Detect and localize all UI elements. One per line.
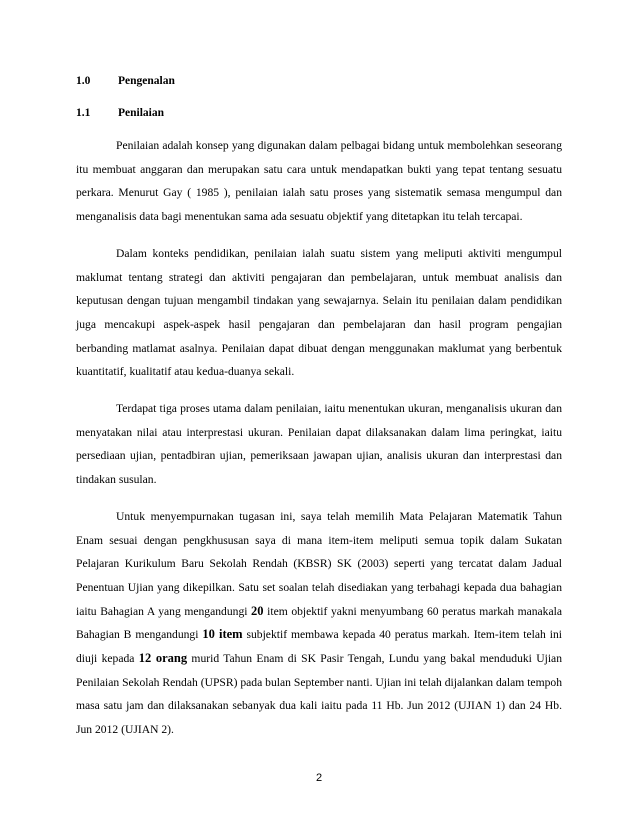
- student-count: 12 orang: [138, 651, 188, 666]
- section-title: Pengenalan: [118, 75, 175, 87]
- paragraph-4: [76, 505, 562, 742]
- item-count-a: 20: [251, 603, 264, 618]
- paragraph-4-text-4: murid Tahun Enam di SK Pasir Tengah, Lundu yang bakal menduduki Ujian Penilaian Sekolah Rendah (UPSR) pada bulan September nanti. Ujian ini telah dijalankan dalam tempoh masa satu jam dan dilaksanakan sebanyak dua kali iaitu pada 11 Hb. Jun 2012 (UJIAN 1) dan 24 Hb. Jun 2012 (UJIAN 2).: [76, 652, 563, 737]
- section-heading-1-0: [76, 74, 175, 88]
- page-number: 2: [315, 772, 323, 784]
- paragraph-1: Penilaian adalah konsep yang digunakan dalam pelbagai bidang untuk membolehkan seseorang itu membuat anggaran dan merupakan satu cara untuk mendapatkan bukti yang tepat tentang sesuatu perkara. Menurut Gay ( 1985 ), penilaian ialah satu proses yang sistematik semasa mengumpul dan menganalisis data bagi menentukan sama ada sesuatu objektif yang ditetapkan itu telah tercapai.: [76, 139, 562, 224]
- section-number: 1.0: [76, 75, 91, 87]
- subsection-number: 1.1: [76, 107, 91, 119]
- subsection-title: Penilaian: [118, 107, 165, 119]
- paragraph-2: Dalam konteks pendidikan, penilaian ialah suatu sistem yang meliputi aktiviti mengumpul maklumat tentang strategi dan aktiviti pengajaran dan pembelajaran, untuk membuat analisis dan keputusan dengan tujuan mengambil tindakan yang sewajarnya. Selain itu penilaian dalam pendidikan juga mencakupi aspek-aspek hasil pengajaran dan pembelajaran dan hasil program pengajian berbanding matlamat asalnya. Penilaian dapat dibuat dengan menggunakan maklumat yang berbentuk kuantitatif, kualitatif atau kedua-duanya sekali.: [76, 246, 562, 379]
- paragraph-4-text-2: item objektif yakni menyumbang 60 peratus markah manakala Bahagian B mengandungi: [76, 604, 562, 642]
- section-heading-1-1: [76, 106, 164, 120]
- paragraph-4-text-3: subjektif membawa kepada 40 peratus markah. Item-item telah ini diuji kepada: [76, 628, 562, 666]
- body-text: [76, 134, 562, 755]
- item-count-b: 10 item: [202, 627, 243, 642]
- paragraph-4-text-1: Untuk menyempurnakan tugasan ini, saya telah memilih Mata Pelajaran Matematik Tahun Enam sesuai dengan pengkhususan saya di mana item-item meliputi semua topik dalam Sukatan Pelajaran Kurikulum Baru Sekolah Rendah (KBSR) SK (2003) seperti yang tercatat dalam Jadual Penentuan Ujian yang dikepilkan. Satu set soalan telah disediakan yang terbahagi kepada dua bahagian iaitu Bahagian A yang mengandungi: [76, 509, 562, 618]
- paragraph-3: Terdapat tiga proses utama dalam penilaian, iaitu menentukan ukuran, menganalisis ukuran dan menyatakan nilai atau interprestasi ukuran. Penilaian dapat dilaksanakan dalam lima peringkat, iaitu persediaan ujian, pentadbiran ujian, pemeriksaan jawapan ujian, analisis ukuran dan interprestasi dan tindakan susulan.: [76, 402, 562, 487]
